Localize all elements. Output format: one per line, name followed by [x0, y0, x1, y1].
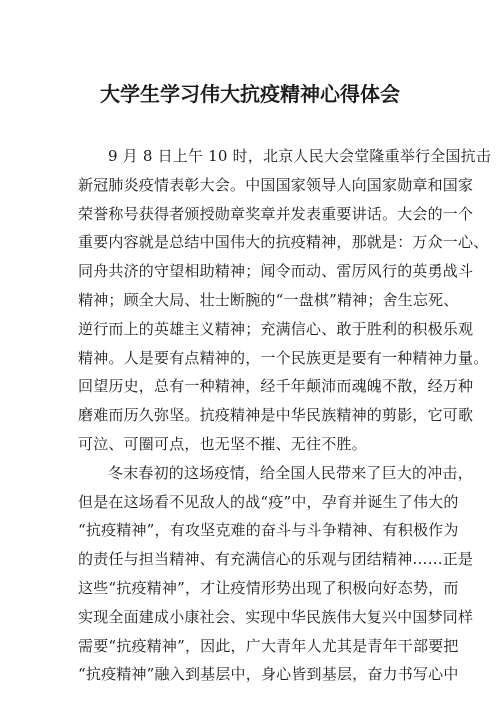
body-text-line: 需要“抗疫精神”，因此，广大青年人尤其是青年干部要把: [78, 636, 459, 655]
body-text-line: 精神。人是要有点精神的，一个民族更是要有一种精神力量。: [78, 348, 489, 367]
body-text-line: 冬末春初的这场疫情，给全国人民带来了巨大的冲击，: [108, 463, 473, 482]
body-text-line: 这些“抗疫精神”，才让疫情形势出现了积极向好态势，而: [78, 578, 459, 597]
body-text-line: 可泣、可圈可点，也无坚不摧、无往不胜。: [78, 434, 367, 453]
body-text-line: 回望历史，总有一种精神，经千年颠沛而魂魄不散，经万种: [78, 377, 474, 396]
body-text-line: 的责任与担当精神、有充满信心的乐观与团结精神……正是: [78, 550, 474, 569]
document-title: 大学生学习伟大抗疫精神心得体会: [100, 82, 400, 106]
body-text-line: 重要内容就是总结中国伟大的抗疫精神，那就是：万众一心、: [78, 233, 489, 252]
body-text-line: 磨难而历久弥坚。抗疫精神是中华民族精神的剪影，它可歌: [78, 406, 474, 425]
document-body: [78, 142, 492, 689]
body-text-line: 但是在这场看不见敌人的战“疫”中，孕育并诞生了伟大的: [78, 492, 459, 511]
body-text-line: “抗疫精神”融入到基层中，身心皆到基层，奋力书写心中: [78, 665, 459, 684]
body-text-line: “抗疫精神”，有攻坚克难的奋斗与斗争精神、有积极作为: [78, 521, 459, 540]
body-text-line: 荣誉称号获得者颁授勋章奖章并发表重要讲话。大会的一个: [78, 204, 474, 223]
body-text-line: 新冠肺炎疫情表彰大会。中国国家领导人向国家勋章和国家: [78, 175, 474, 194]
body-text-line: 精神；顾全大局、壮士断腕的“一盘棋”精神；舍生忘死、: [78, 290, 459, 309]
body-text-line: 9 月 8 日上午 10 时，北京人民大会堂隆重举行全国抗击: [108, 147, 492, 165]
body-text-line: 同舟共济的守望相助精神；闻令而动、雷厉风行的英勇战斗: [78, 262, 474, 281]
body-text-line: 实现全面建成小康社会、实现中华民族伟大复兴中国梦同样: [78, 607, 474, 626]
body-text-line: 逆行而上的英雄主义精神；充满信心、敢于胜利的积极乐观: [78, 319, 474, 338]
